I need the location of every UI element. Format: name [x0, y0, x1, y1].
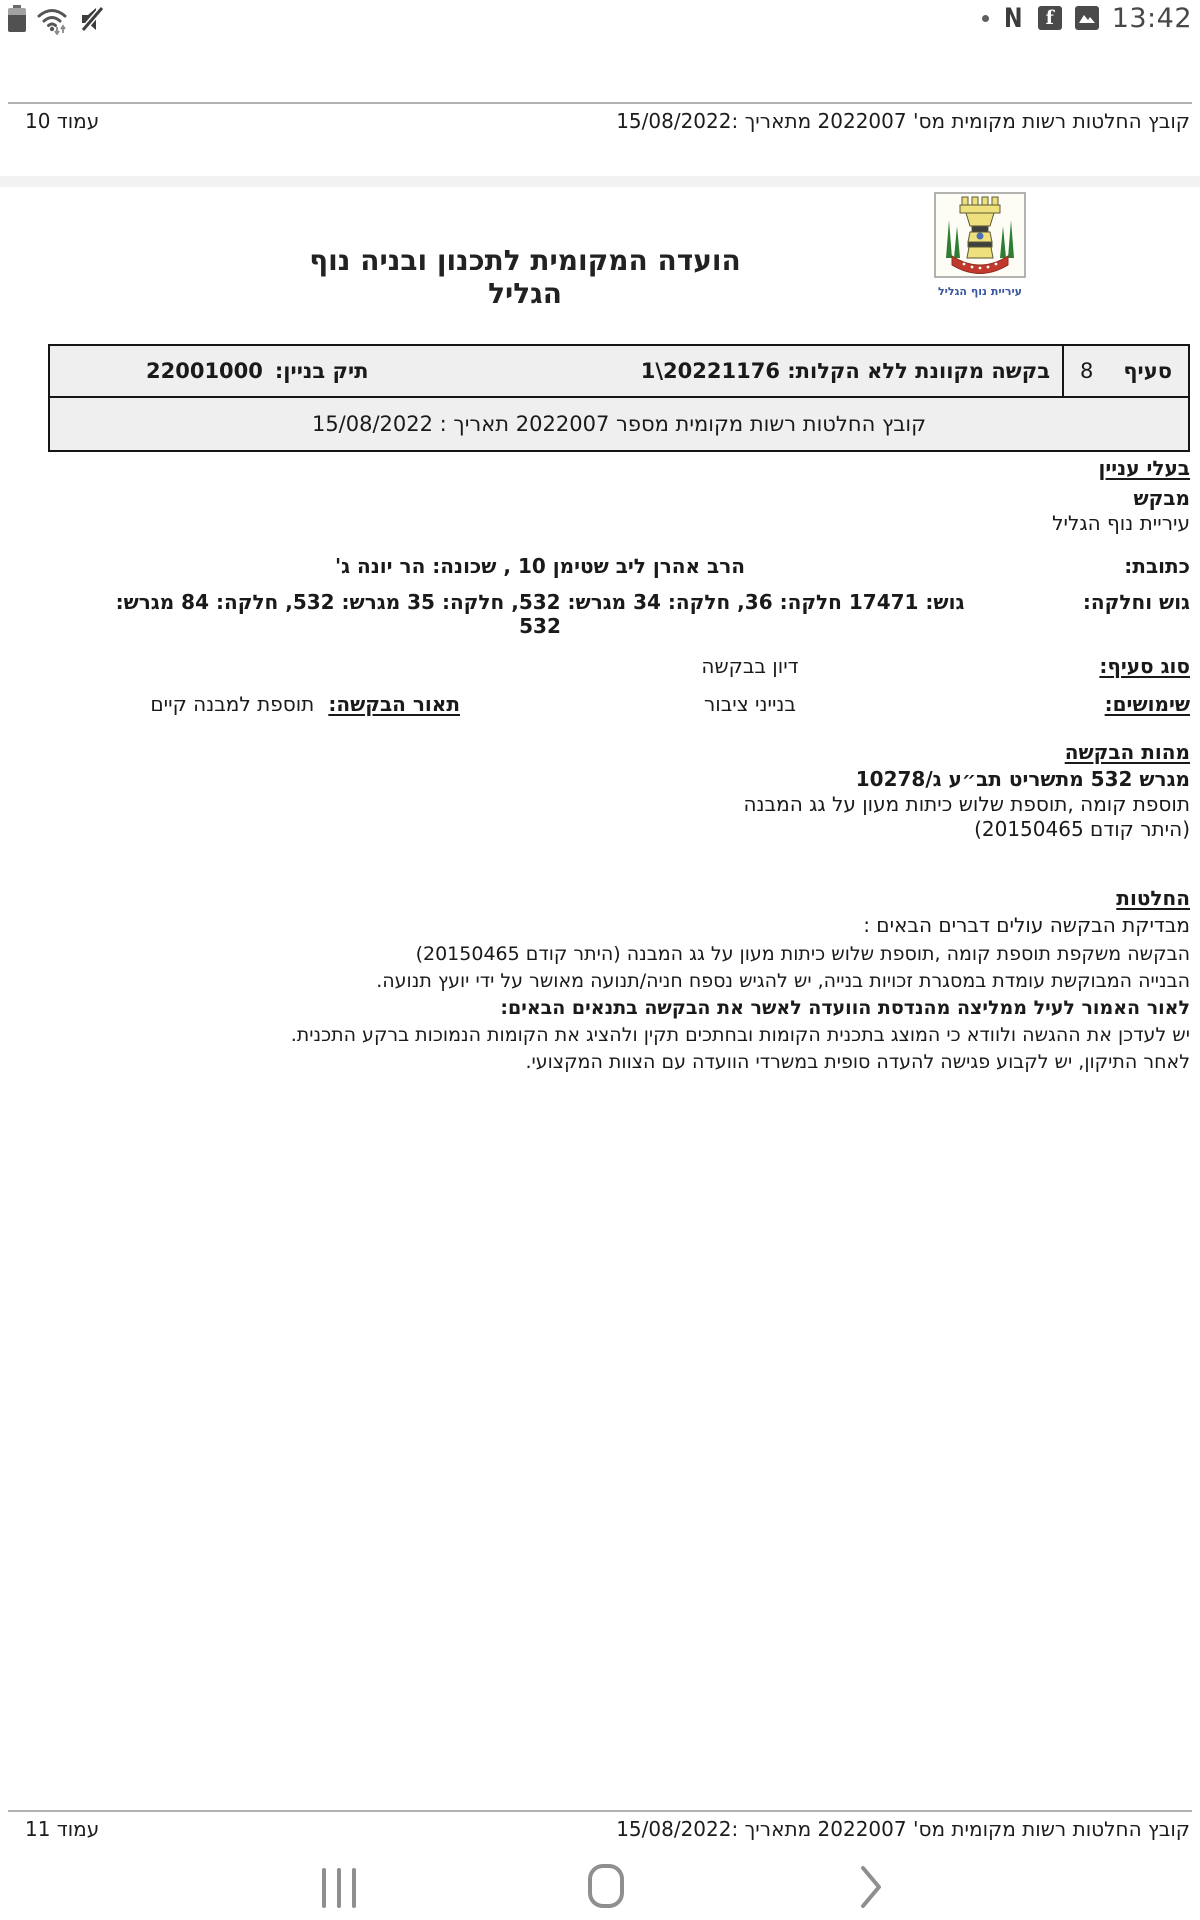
parcel-value [40, 590, 1040, 638]
uses-value: בנייני ציבור [704, 692, 796, 716]
request-cell [50, 359, 1062, 383]
parcel-line: גוש: 17471 חלקה: 36, חלקה: 34 מגרש: 532, חלקה: 35 מגרש: 532, חלקה: 84 מגרש: [115, 590, 965, 614]
home-button[interactable] [588, 1864, 624, 1908]
back-button[interactable] [858, 1862, 884, 1916]
uses-row [10, 692, 1190, 716]
section-label: סעיף [1123, 359, 1172, 383]
facebook-glyph: f [1045, 6, 1054, 29]
address-label: כתובת: [1124, 554, 1190, 578]
applicant-label: מבקש [1133, 486, 1190, 510]
section-type-value: דיון בבקשה [701, 654, 799, 678]
parcel-line: 532 [519, 614, 561, 638]
facebook-icon [1038, 6, 1062, 30]
battery-icon [8, 5, 26, 33]
document-footer-title: קובץ החלטות רשות מקומית מס' 2022007 מתאריך :15/08/2022 [616, 1817, 1190, 1841]
stakeholders-heading: בעלי עניין [1098, 456, 1190, 480]
request-description-label: תאור הבקשה: [328, 692, 460, 716]
essence-line: (היתר קודם 20150465) [974, 817, 1190, 841]
municipal-emblem [928, 192, 1032, 298]
gallery-icon [1075, 6, 1099, 30]
decision-line: הבקשה משקפת תוספת קומה ,תוספת שלוש כיתות מעון על גג המבנה (היתר קודם 20150465) [415, 943, 1190, 965]
chevron-right-icon [858, 1862, 884, 1912]
page-separator-band [0, 176, 1200, 187]
building-file-label: תיק בניין: [274, 359, 369, 383]
case-header-table [48, 344, 1190, 452]
address-value: הרב אהרן ליב שטימן 10 , שכונה: הר יונה ג' [334, 554, 745, 578]
building-file-number: 22001000 [146, 359, 263, 383]
footer-divider [8, 1810, 1192, 1812]
uses-label: שימושים: [1104, 692, 1190, 716]
essence-line: תוספת קומה ,תוספת שלוש כיתות מעון על גג המבנה [743, 792, 1190, 816]
decision-line: לאור האמור לעיל ממליצה מהנדסת הוועדה לאשר את הבקשה בתנאים הבאים: [500, 997, 1190, 1019]
table-row [50, 346, 1188, 398]
page-footer [25, 1817, 1190, 1841]
section-number: 8 [1080, 359, 1094, 383]
status-bar-right [982, 2, 1192, 34]
applicant-value: עיריית נוף הגליל [1052, 511, 1190, 535]
building-file [146, 359, 369, 383]
decisions-file-subtitle: קובץ החלטות רשות מקומית מספר 2022007 תאריך : 15/08/2022 [311, 412, 927, 436]
decision-line: הבנייה המבוקשת עומדת במסגרת זכויות בנייה, יש להגיש נספח חניה/תנועה מאושר על ידי יועץ תנועה. [376, 970, 1190, 992]
committee-title: הועדה המקומית לתכנון ובניה נוף הגליל [309, 244, 741, 310]
decisions-body [10, 941, 1190, 1076]
parcel-row [10, 590, 1190, 638]
recents-button[interactable] [322, 1868, 356, 1908]
document-header-title: קובץ החלטות רשות מקומית מס' 2022007 מתאריך :15/08/2022 [616, 109, 1190, 133]
parcel-label: גוש וחלקה: [1082, 590, 1190, 614]
request-description-value: תוספת למבנה קיים [150, 692, 315, 716]
section-cell [1062, 346, 1188, 396]
table-row [50, 398, 1188, 450]
decisions-heading: החלטות [1116, 886, 1190, 910]
essence-line: מגרש 532 מתשריט תב״ע ג/10278 [855, 767, 1190, 791]
status-clock: 13:42 [1111, 2, 1192, 34]
address-row [10, 554, 1190, 578]
wifi-icon [36, 3, 68, 35]
online-request-text: בקשה מקוונת ללא הקלות: 20221176\1 [640, 359, 1050, 383]
emblem-caption: עיריית נוף הגליל [937, 285, 1023, 298]
mute-icon [78, 4, 108, 34]
decision-line: יש לעדכן את ההגשה ולוודא כי המוצג בתכנית הקומות ובחתכים תקין ולהציג את הקומות הנמוכות ברקע התכנית. [290, 1024, 1190, 1046]
netflix-icon: N [1004, 2, 1023, 34]
decisions-intro: מבדיקת הבקשה עולים דברים הבאים : [863, 913, 1190, 937]
page-number-bottom: עמוד 11 [25, 1817, 100, 1841]
page-number-top: עמוד 10 [25, 109, 100, 133]
decision-line: לאחר התיקון, יש לקבוע פגישה להעדה סופית במשרדי הוועדה עם הצוות המקצועי. [525, 1051, 1190, 1073]
notification-dot-icon [982, 15, 989, 22]
section-type-label: סוג סעיף: [1099, 654, 1190, 678]
section-type-row [10, 654, 1190, 678]
page-header [25, 109, 1190, 133]
header-divider [8, 102, 1192, 104]
essence-heading: מהות הבקשה [1064, 740, 1190, 764]
status-bar-left [8, 4, 108, 34]
